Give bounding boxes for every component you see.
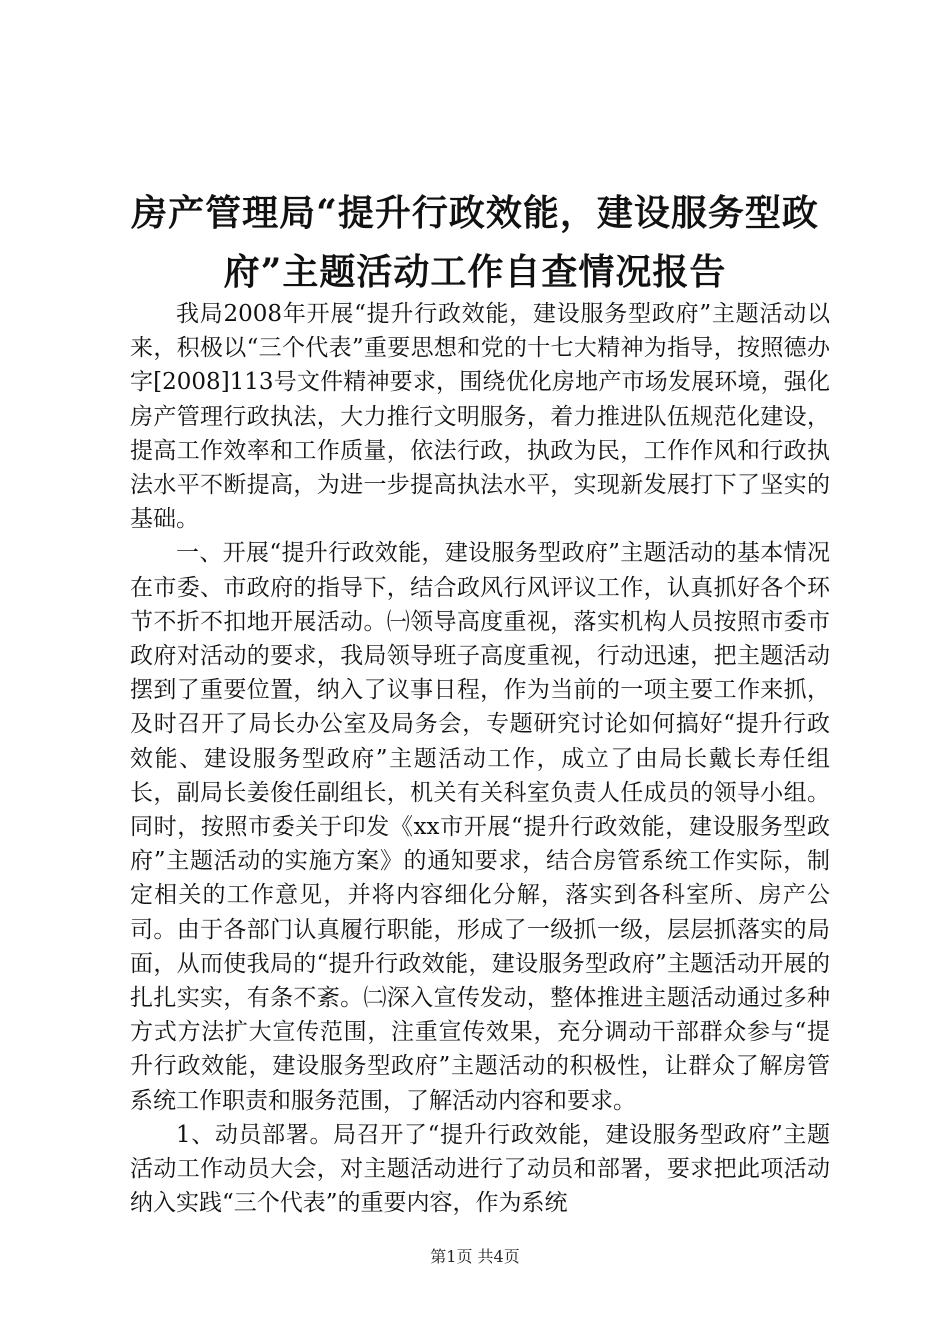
paragraph-section-one: 一、开展“提升行政效能，建设服务型政府”主题活动的基本情况在市委、市政府的指导下，结合政风行风评议工作，认真抓好各个环节不折不扣地开展活动。㈠领导高度重视，落实机构人员按照市委市政府对活动的要求，我局领导班子高度重视，行动迅速，把主题活动摆到了重要位置，纳入了议事日程，作为当前的一项主要工作来抓，及时召开了局长办公室及局务会，专题研究讨论如何搞好“提升行政效能、建设服务型政府”主题活动工作，成立了由局长戴长寿任组长，副局长姜俊任副组长，机关有关科室负责人任成员的领导小组。同时，按照市委关于印发《xx市开展“提升行政效能，建设服务型政府”主题活动的实施方案》的通知要求，结合房管系统工作实际，制定相关的工作意见，并将内容细化分解，落实到各科室所、房产公司。由于各部门认真履行职能，形成了一级抓一级，层层抓落实的局面，从而使我局的“提升行政效能，建设服务型政府”主题活动开展的扎扎实实，有条不紊。㈡深入宣传发动，整体推进主题活动通过多种方式方法扩大宣传范围，注重宣传效果，充分调动干部群众参与“提升行政效能，建设服务型政府”主题活动的积极性，让群众了解房管系统工作职责和服务范围，了解活动内容和要求。	[130, 540, 830, 1114]
page-number-footer: 第1页 共4页	[430, 1247, 520, 1266]
document-body	[130, 297, 830, 1220]
document-title-line-1: 房产管理局“提升行政效能，建设服务型政	[131, 192, 819, 234]
paragraph-mobilization: 1、动员部署。局召开了“提升行政效能，建设服务型政府”主题活动工作动员大会，对主题活动进行了动员和部署，要求把此项活动纳入实践“三个代表”的重要内容，作为系统	[130, 1121, 830, 1217]
document-title-line-2: 府”主题活动工作自查情况报告	[223, 251, 727, 293]
paragraph-intro: 我局2008年开展“提升行政效能，建设服务型政府”主题活动以来，积极以“三个代表”重要思想和党的十七大精神为指导，按照德办字[2008]113号文件精神要求，围绕优化房地产市场发展环境，强化房产管理行政执法，大力推行文明服务，着力推进队伍规范化建设，提高工作效率和工作质量，依法行政，执政为民，工作作风和行政执法水平不断提高，为进一步提高执法水平，实现新发展打下了坚实的基础。	[130, 301, 830, 533]
